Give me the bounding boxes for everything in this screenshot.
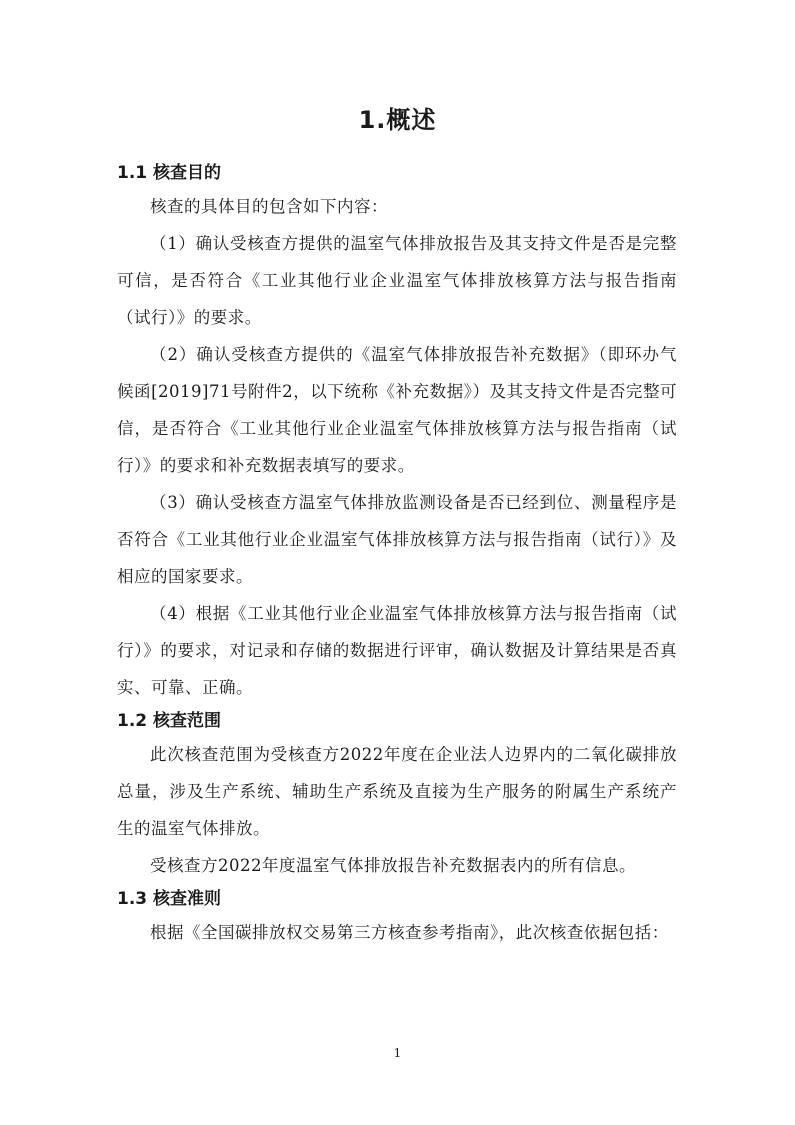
section-heading: 1.2 核查范围 — [117, 711, 222, 731]
page-number: 1 — [393, 1046, 402, 1060]
paragraph: （2）确认受核查方提供的《温室气体排放报告补充数据》（即环办气候函[2019]71号附件2，以下统称《补充数据》）及其支持文件是否完整可信，是否符合《工业其他行业企业温室气体排放核算方法与报告指南（试行）》的要求和补充数据表填写的要求。 — [117, 345, 677, 475]
section-heading: 1.3 核查准则 — [117, 889, 222, 909]
section-criteria — [117, 884, 677, 951]
section-scope — [117, 706, 677, 884]
paragraph: 根据《全国碳排放权交易第三方核查参考指南》，此次核查依据包括： — [150, 923, 669, 942]
paragraph: （4）根据《工业其他行业企业温室气体排放核算方法与报告指南（试行）》的要求，对记录和存储的数据进行评审，确认数据及计算结果是否真实、可靠、正确。 — [117, 604, 677, 697]
section-heading: 1.1 核查目的 — [117, 163, 222, 183]
page-title: 1.概述 — [358, 106, 437, 134]
section-purpose — [117, 158, 677, 706]
paragraph: （3）确认受核查方温室气体排放监测设备是否已经到位、测量程序是否符合《工业其他行业企业温室气体排放核算方法与报告指南（试行）》及相应的国家要求。 — [117, 493, 677, 586]
document-body — [117, 158, 677, 951]
paragraph: 核查的具体目的包含如下内容： — [150, 197, 388, 216]
paragraph: 此次核查范围为受核查方2022年度在企业法人边界内的二氧化碳排放总量，涉及生产系统、辅助生产系统及直接为生产服务的附属生产系统产生的温室气体排放。 — [117, 745, 677, 838]
paragraph: 受核查方2022年度温室气体排放报告补充数据表内的所有信息。 — [150, 856, 636, 875]
paragraph: （1）确认受核查方提供的温室气体排放报告及其支持文件是否是完整可信，是否符合《工业其他行业企业温室气体排放核算方法与报告指南（试行）》的要求。 — [117, 234, 677, 327]
